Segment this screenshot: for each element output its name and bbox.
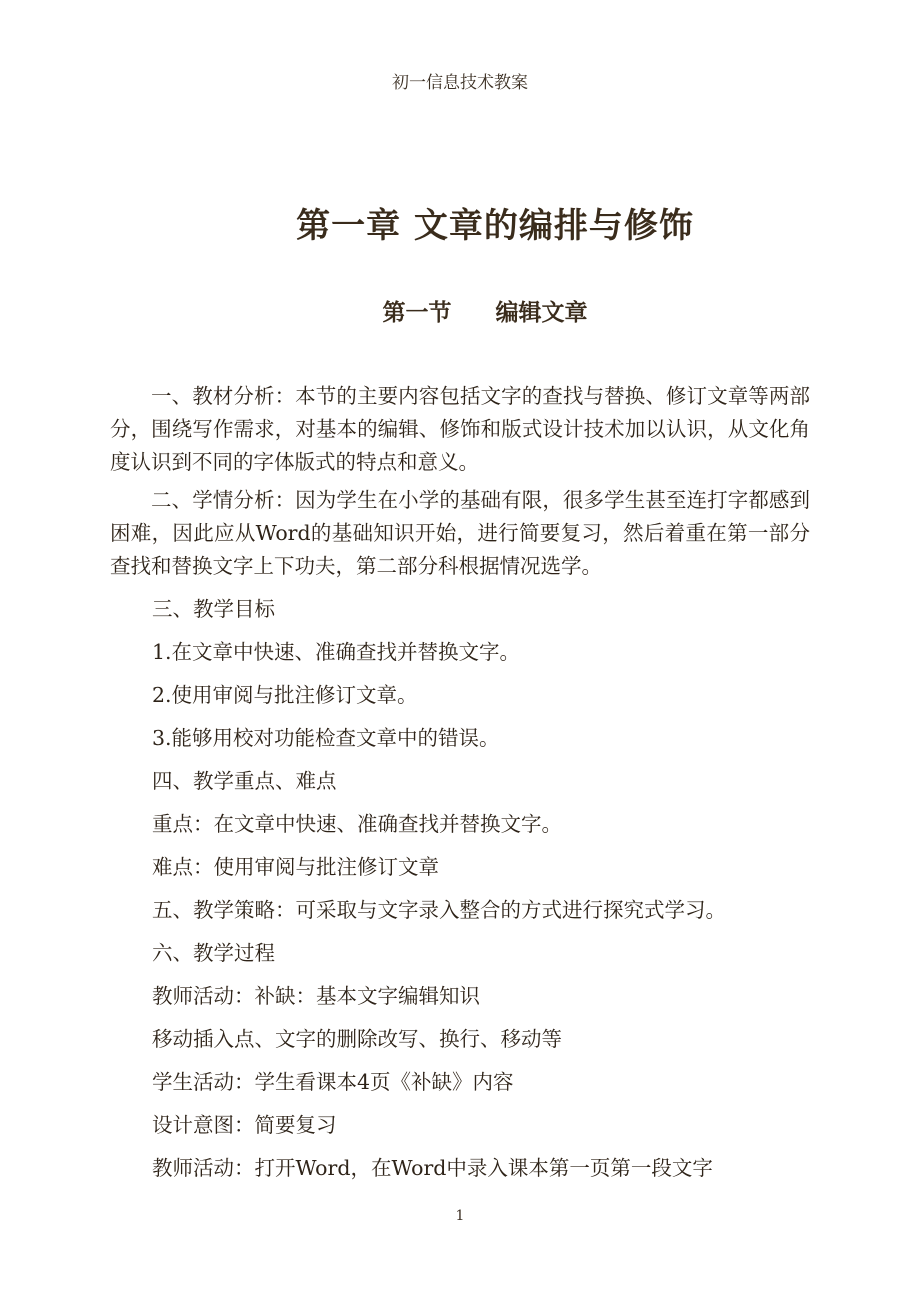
paragraph-textbook-analysis: 一、教材分析：本节的主要内容包括文字的查找与替换、修订文章等两部分，围绕写作需求，对基本的编辑、修饰和版式设计技术加以认识，从文化角度认识到不同的字体版式的特点和意义。 <box>110 384 810 474</box>
difficult-point: 难点：使用审阅与批注修订文章 <box>152 855 439 879</box>
teacher-activity-1: 教师活动：补缺：基本文字编辑知识 <box>152 984 480 1008</box>
chapter-title: 第一章 文章的编排与修饰 <box>296 206 694 246</box>
teaching-strategy: 五、教学策略：可采取与文字录入整合的方式进行探究式学习。 <box>152 898 726 922</box>
heading-teaching-process: 六、教学过程 <box>152 941 275 965</box>
student-activity: 学生活动：学生看课本4页《补缺》内容 <box>152 1070 514 1094</box>
goal-item-2: 2.使用审阅与批注修订文章。 <box>152 683 418 707</box>
design-intent: 设计意图：简要复习 <box>152 1113 337 1137</box>
heading-key-points: 四、教学重点、难点 <box>152 769 337 793</box>
section-name: 编辑文章 <box>495 300 588 326</box>
page-header: 初一信息技术教案 <box>392 73 528 93</box>
goal-item-3: 3.能够用校对功能检查文章中的错误。 <box>152 726 500 750</box>
teacher-activity-2: 教师活动：打开Word，在Word中录入课本第一页第一段文字 <box>152 1156 713 1180</box>
section-title <box>0 294 920 327</box>
key-point: 重点：在文章中快速、准确查找并替换文字。 <box>152 812 562 836</box>
heading-teaching-goals: 三、教学目标 <box>152 597 275 621</box>
paragraph-student-analysis: 二、学情分析：因为学生在小学的基础有限，很多学生甚至连打字都感到困难，因此应从Word的基础知识开始，进行简要复习，然后着重在第一部分查找和替换文字上下功夫，第二部分科根据情况选学。 <box>110 488 810 578</box>
page-number: 1 <box>455 1208 465 1224</box>
editing-topics: 移动插入点、文字的删除改写、换行、移动等 <box>152 1027 562 1051</box>
section-number: 第一节 <box>382 300 452 326</box>
goal-item-1: 1.在文章中快速、准确查找并替换文字。 <box>152 640 521 664</box>
